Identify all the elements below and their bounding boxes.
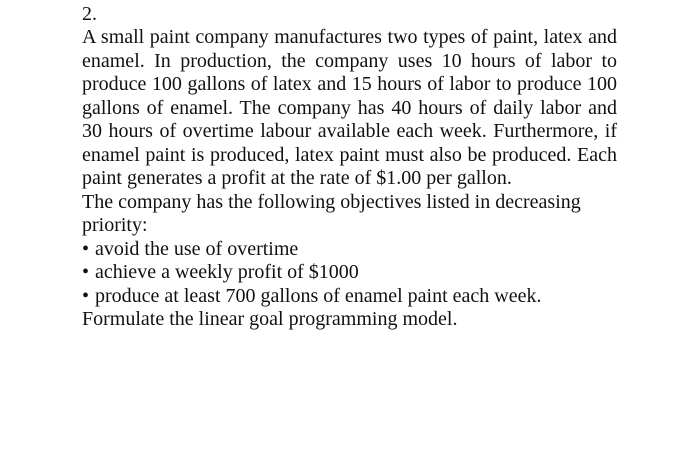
bullet-icon: • [82,284,90,307]
objective-text: achieve a weekly profit of $1000 [95,261,359,283]
instruction-text: Formulate the linear goal programming model. [82,308,458,330]
bullet-icon: • [82,261,90,283]
question-block [82,0,617,332]
objective-text: avoid the use of overtime [95,237,299,260]
objective-item [82,285,617,309]
objective-item [82,261,617,285]
problem-statement: A small paint company manufactures two types of paint, latex and enamel. In production, the company uses 10 hours of labor to produce 100 gallons of latex and 15 hours of labor to produce 100 gallons of enamel. The company has 40 hours of daily labor and 30 hours of overtime labour available each week. Furthermore, if enamel paint is produced, latex paint must also be produced. Each paint generates a profit at the rate of $1.00 per gallon. [82,26,617,189]
question-number: 2. [82,3,97,25]
objective-item [82,238,617,262]
objectives-list [82,238,617,309]
objective-text: produce at least 700 gallons of enamel paint each week. [95,284,542,307]
bullet-icon: • [82,237,90,260]
objectives-intro: The company has the following objectives listed in decreasing priority: [82,190,581,236]
